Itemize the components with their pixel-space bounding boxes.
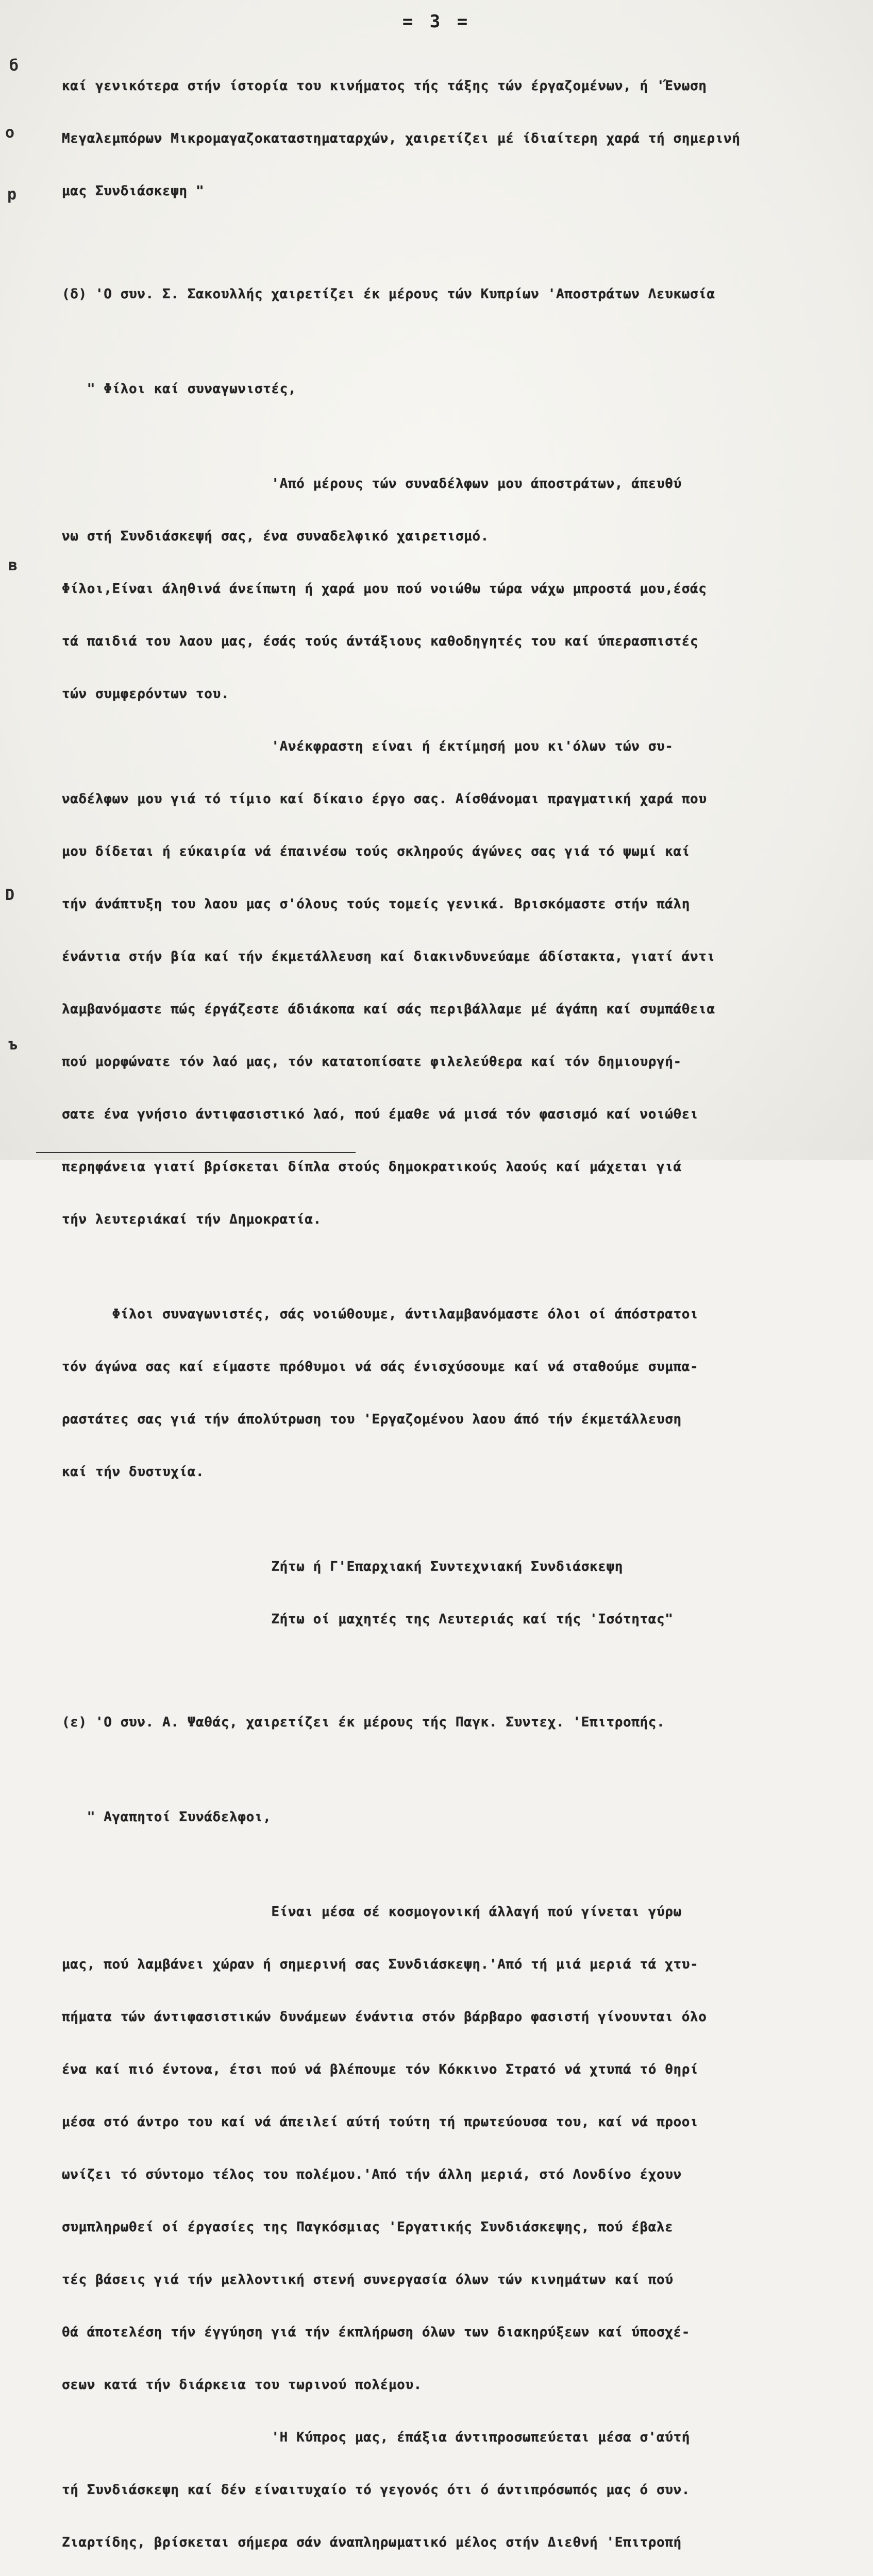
text-line: 'Ανέκφραστη είναι ή έκτίμησή μου κι'όλων τών συ-: [62, 739, 674, 754]
salutation: " Αγαπητοί Συνάδελφοι,: [62, 1809, 272, 1825]
text-line: Ζιαρτίδης, βρίσκεται σήμερα σάν άναπληρωματικό μέλος στήν Διεθνή 'Επιτροπή: [62, 2535, 682, 2550]
text-line: καί τήν δυστυχία.: [62, 1464, 205, 1480]
text-line: νω στή Συνδιάσκεψή σας, ένα συναδελφικό χαιρετισμό.: [62, 529, 489, 544]
section-heading-e: (ε) 'Ο συν. Α. Ψαθάς, χαιρετίζει έκ μέρους τής Παγκ. Συντεχ. 'Επιτροπής.: [62, 1715, 665, 1730]
text-line: περηφάνεια γιατί βρίσκεται δίπλα στούς δημοκρατικούς λαούς καί μάχεται γιά: [62, 1159, 682, 1175]
text-line: ένα καί πιό έντονα, έτσι πού νά βλέπουμε τόν Κόκκινο Στρατό νά χτυπά τό θηρί: [62, 2062, 699, 2077]
paragraph-gap: [62, 1663, 866, 1679]
page-number: = 3 =: [402, 11, 471, 32]
margin-mark: в: [8, 556, 18, 574]
text-line: τήν άνάπτυξη του λαου μας σ'όλους τούς τομείς γενικά. Βρισκόμαστε στήν πάλη: [62, 896, 690, 912]
margin-mark: D: [5, 886, 15, 904]
text-line: τήν λευτεριάκαί τήν Δημοκρατία.: [62, 1212, 322, 1227]
text-line: καί γενικότερα στήν ίστορία του κινήματος τής τάξης τών έργαζομένων, ή 'Ένωση: [62, 78, 707, 94]
text-line: ένάντια στήν βία καί τήν έκμετάλλευση καί διακινδυνεύαμε άδίστακτα, γιατί άντι: [62, 949, 715, 964]
text-line: ναδέλφων μου γιά τό τίμιο καί δίκαιο έργο σας. Αίσθάνομαι πραγματική χαρά που: [62, 791, 707, 807]
text-line: πού μορφώνατε τόν λαό μας, τόν κατατοπίσατε φιλελεύθερα καί τόν δημιουργή-: [62, 1054, 682, 1070]
text-line: Μεγαλεμπόρων Μικρομαγαζοκαταστηματαρχών, χαιρετίζει μέ ίδιαίτερη χαρά τή σημερινή: [62, 131, 741, 146]
text-line: μου δίδεται ή εύκαιρία νά έπαινέσω τούς σκληρούς άγώνες σας γιά τό ψωμί καί: [62, 844, 690, 859]
text-line: Είναι μέσα σέ κοσμογονική άλλαγή πού γίνεται γύρω: [62, 1904, 682, 1920]
page-bottom-rule: [36, 1152, 356, 1153]
text-line: μας Συνδιάσκεψη ": [62, 183, 205, 199]
salutation: " Φίλοι καί συναγωνιστές,: [62, 381, 297, 397]
text-line: τή Συνδιάσκεψη καί δέν είναιτυχαίο τό γεγονός ότι ό άντιπρόσωπός μας ό συν.: [62, 2482, 690, 2498]
text-line: 'Η Κύπρος μας, έπάξια άντιπροσωπεύεται μέσα σ'αύτή: [62, 2430, 690, 2445]
margin-mark: ъ: [8, 1036, 18, 1054]
text-line: τές βάσεις γιά τήν μελλοντική στενή συνεργασία όλων τών κινημάτων καί πού: [62, 2272, 674, 2287]
paragraph-gap: [62, 1766, 866, 1773]
paragraph-gap: [62, 235, 866, 250]
text-line: 'Από μέρους τών συναδέλφων μου άποστράτων, άπευθύ: [62, 476, 682, 492]
text-line: μέσα στό άντρο του καί νά άπειλεί αύτή τούτη τή πρωτεύουσα του, καί νά προοι: [62, 2114, 699, 2130]
text-line: τά παιδιά του λαου μας, έσάς τούς άντάξιους καθοδηγητές του καί ύπερασπιστές: [62, 634, 699, 649]
text-line: λαμβανόμαστε πώς έργάζεστε άδιάκοπα καί σάς περιβάλλαμε μέ άγάπη καί συμπάθεια: [62, 1002, 715, 1017]
text-line: Φίλοι,Είναι άληθινά άνείπωτη ή χαρά μου πού νοιώθω τώρα νάχω μπροστά μου,έσάς: [62, 581, 707, 597]
text-line: σατε ένα γνήσιο άντιφασιστικό λαό, πού έμαθε νά μισά τόν φασισμό καί νοιώθει: [62, 1107, 699, 1122]
margin-mark: р: [7, 185, 17, 204]
margin-mark: б: [9, 57, 19, 75]
text-line: θά άποτελέση τήν έγγύηση γιά τήν έκπλήρωση όλων των διακηρύξεων καί ύποσχέ-: [62, 2325, 690, 2340]
text-line: ραστάτες σας γιά τήν άπολύτρωση του 'Εργαζομένου λαου άπό τήν έκμετάλλευση: [62, 1412, 682, 1427]
closing-slogan: Ζήτω ή Γ'Επαρχιακή Συντεχνιακή Συνδιάσκεψη: [62, 1559, 623, 1574]
text-line: σεων κατά τήν διάρκεια του τωρινού πολέμου.: [62, 2377, 422, 2393]
text-line: τών συμφερόντων του.: [62, 686, 230, 702]
text-line: τόν άγώνα σας καί είμαστε πρόθυμοι νά σάς ένισχύσουμε καί νά σταθούμε συμπα-: [62, 1359, 699, 1375]
margin-mark: о: [5, 124, 15, 142]
text-line: συμπληρωθεί οί έργασίες της Παγκόσμιας 'Εργατικής Συνδιάσκεψης, πού έβαλε: [62, 2219, 674, 2235]
text-line: ωνίζει τό σύντομο τέλος του πολέμου.'Από τήν άλλη μεριά, στό Λονδίνο έχουν: [62, 2167, 682, 2182]
text-line: μας, πού λαμβάνει χώραν ή σημερινή σας Συνδιάσκεψη.'Από τή μιά μεριά τά χτυ-: [62, 1957, 699, 1972]
text-line: πήματα τών άντιφασιστικών δυνάμεων ένάντια στόν βάρβαρο φασιστή γίνουνται όλο: [62, 2009, 707, 2025]
text-line: Φίλοι συναγωνιστές, σάς νοιώθουμε, άντιλαμβανόμαστε όλοι οί άπόστρατοι: [62, 1307, 699, 1322]
section-heading-d: (δ) 'Ο συν. Σ. Σακουλλής χαιρετίζει έκ μέρους τών Κυπρίων 'Αποστράτων Λευκωσία: [62, 286, 715, 302]
typewritten-text-body: [62, 42, 866, 2576]
closing-slogan: Ζήτω οί μαχητές της Λευτεριάς καί τής 'Ισότητας": [62, 1612, 674, 1627]
